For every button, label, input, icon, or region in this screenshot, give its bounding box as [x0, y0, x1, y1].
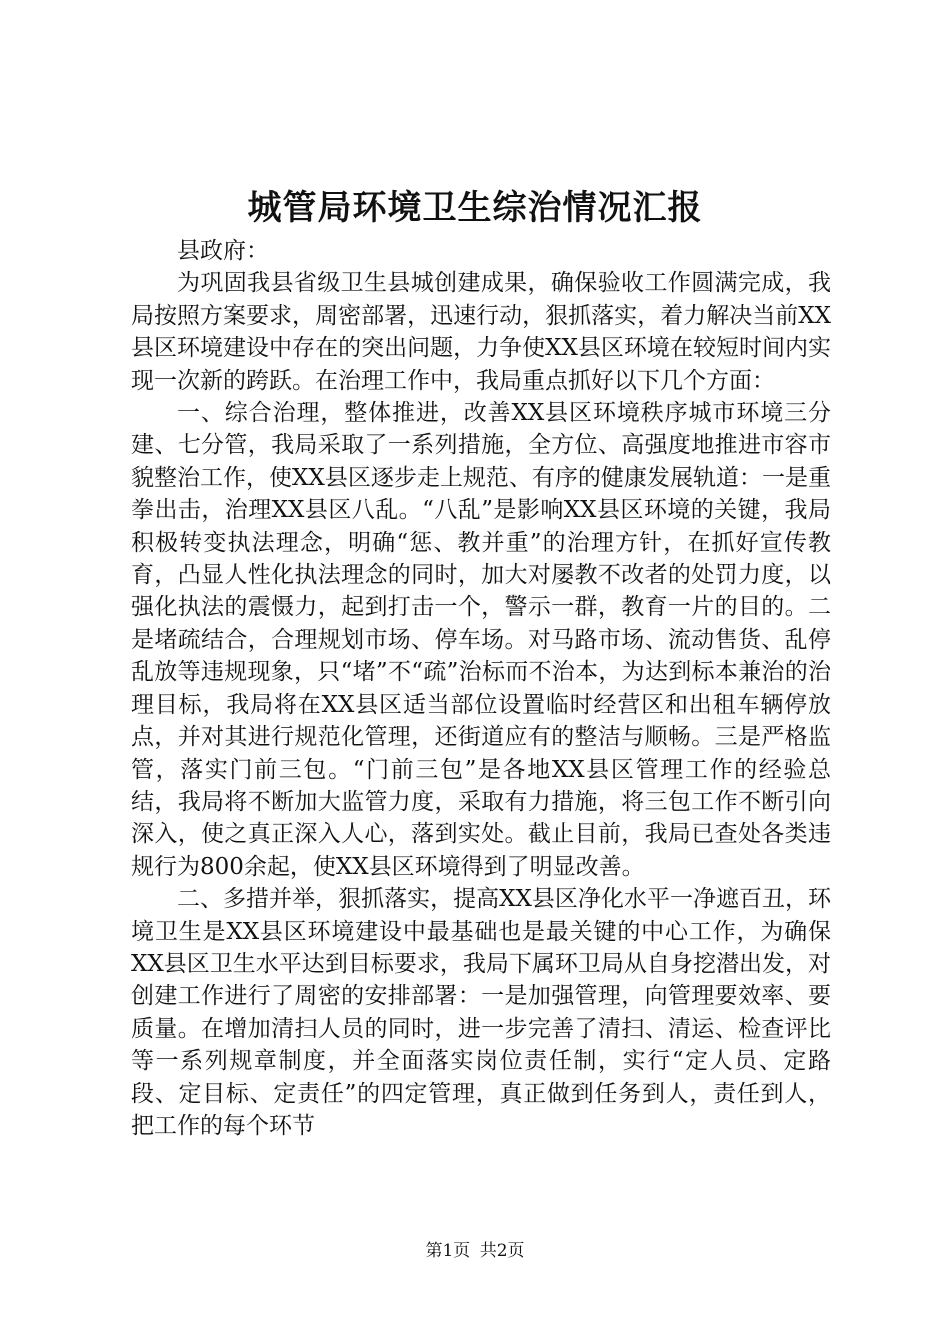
document-body: [131, 235, 831, 1142]
paragraph-intro: 为巩固我县省级卫生县城创建成果，确保验收工作圆满完成，我局按照方案要求，周密部署，迅速行动，狠抓落实，着力解决当前XX县区环境建设中存在的突出问题，力争使XX县区环境在较短时间内实现一次新的跨跃。在治理工作中，我局重点抓好以下几个方面：: [131, 270, 831, 394]
paragraph-section-1: 一、综合治理，整体推进，改善XX县区环境秩序城市环境三分建、七分管，我局采取了一系列措施，全方位、高强度地推进市容市貌整治工作，使XX县区逐步走上规范、有序的健康发展轨道：一是重拳出击，治理XX县区八乱。“八乱”是影响XX县区环境的关键，我局积极转变执法理念，明确“惩、教并重”的治理方针，在抓好宣传教育，凸显人性化执法理念的同时，加大对屡教不改者的处罚力度，以强化执法的震慑力，起到打击一个，警示一群，教育一片的目的。二是堵疏结合，合理规划市场、停车场。对马路市场、流动售货、乱停乱放等违规现象，只“堵”不“疏”治标而不治本，为达到标本兼治的治理目标，我局将在XX县区适当部位设置临时经营区和出租车辆停放点，并对其进行规范化管理，还街道应有的整洁与顺畅。三是严格监管，落实门前三包。“门前三包”是各地XX县区管理工作的经验总结，我局将不断加大监管力度，采取有力措施，将三包工作不断引向深入，使之真正深入人心，落到实处。截止目前，我局已查处各类违规行为800余起，使XX县区环境得到了明显改善。: [131, 400, 831, 880]
salutation: 县政府：: [177, 238, 269, 264]
page-footer: [0, 1240, 950, 1262]
page-total: 共2页: [479, 1241, 525, 1261]
paragraph-section-2: 二、多措并举，狠抓落实，提高XX县区净化水平一净遮百丑，环境卫生是XX县区环境建设中最基础也是最关键的中心工作，为确保XX县区卫生水平达到目标要求，我局下属环卫局从自身挖潜出发，对创建工作进行了周密的安排部署：一是加强管理，向管理要效率、要质量。在增加清扫人员的同时，进一步完善了清扫、清运、检查评比等一系列规章制度，并全面落实岗位责任制，实行“定人员、定路段、定目标、定责任”的四定管理，真正做到任务到人，责任到人，把工作的每个环节: [131, 886, 831, 1139]
page-number: 第1页: [425, 1241, 471, 1261]
document-title: 城管局环境卫生综治情况汇报: [247, 188, 703, 228]
